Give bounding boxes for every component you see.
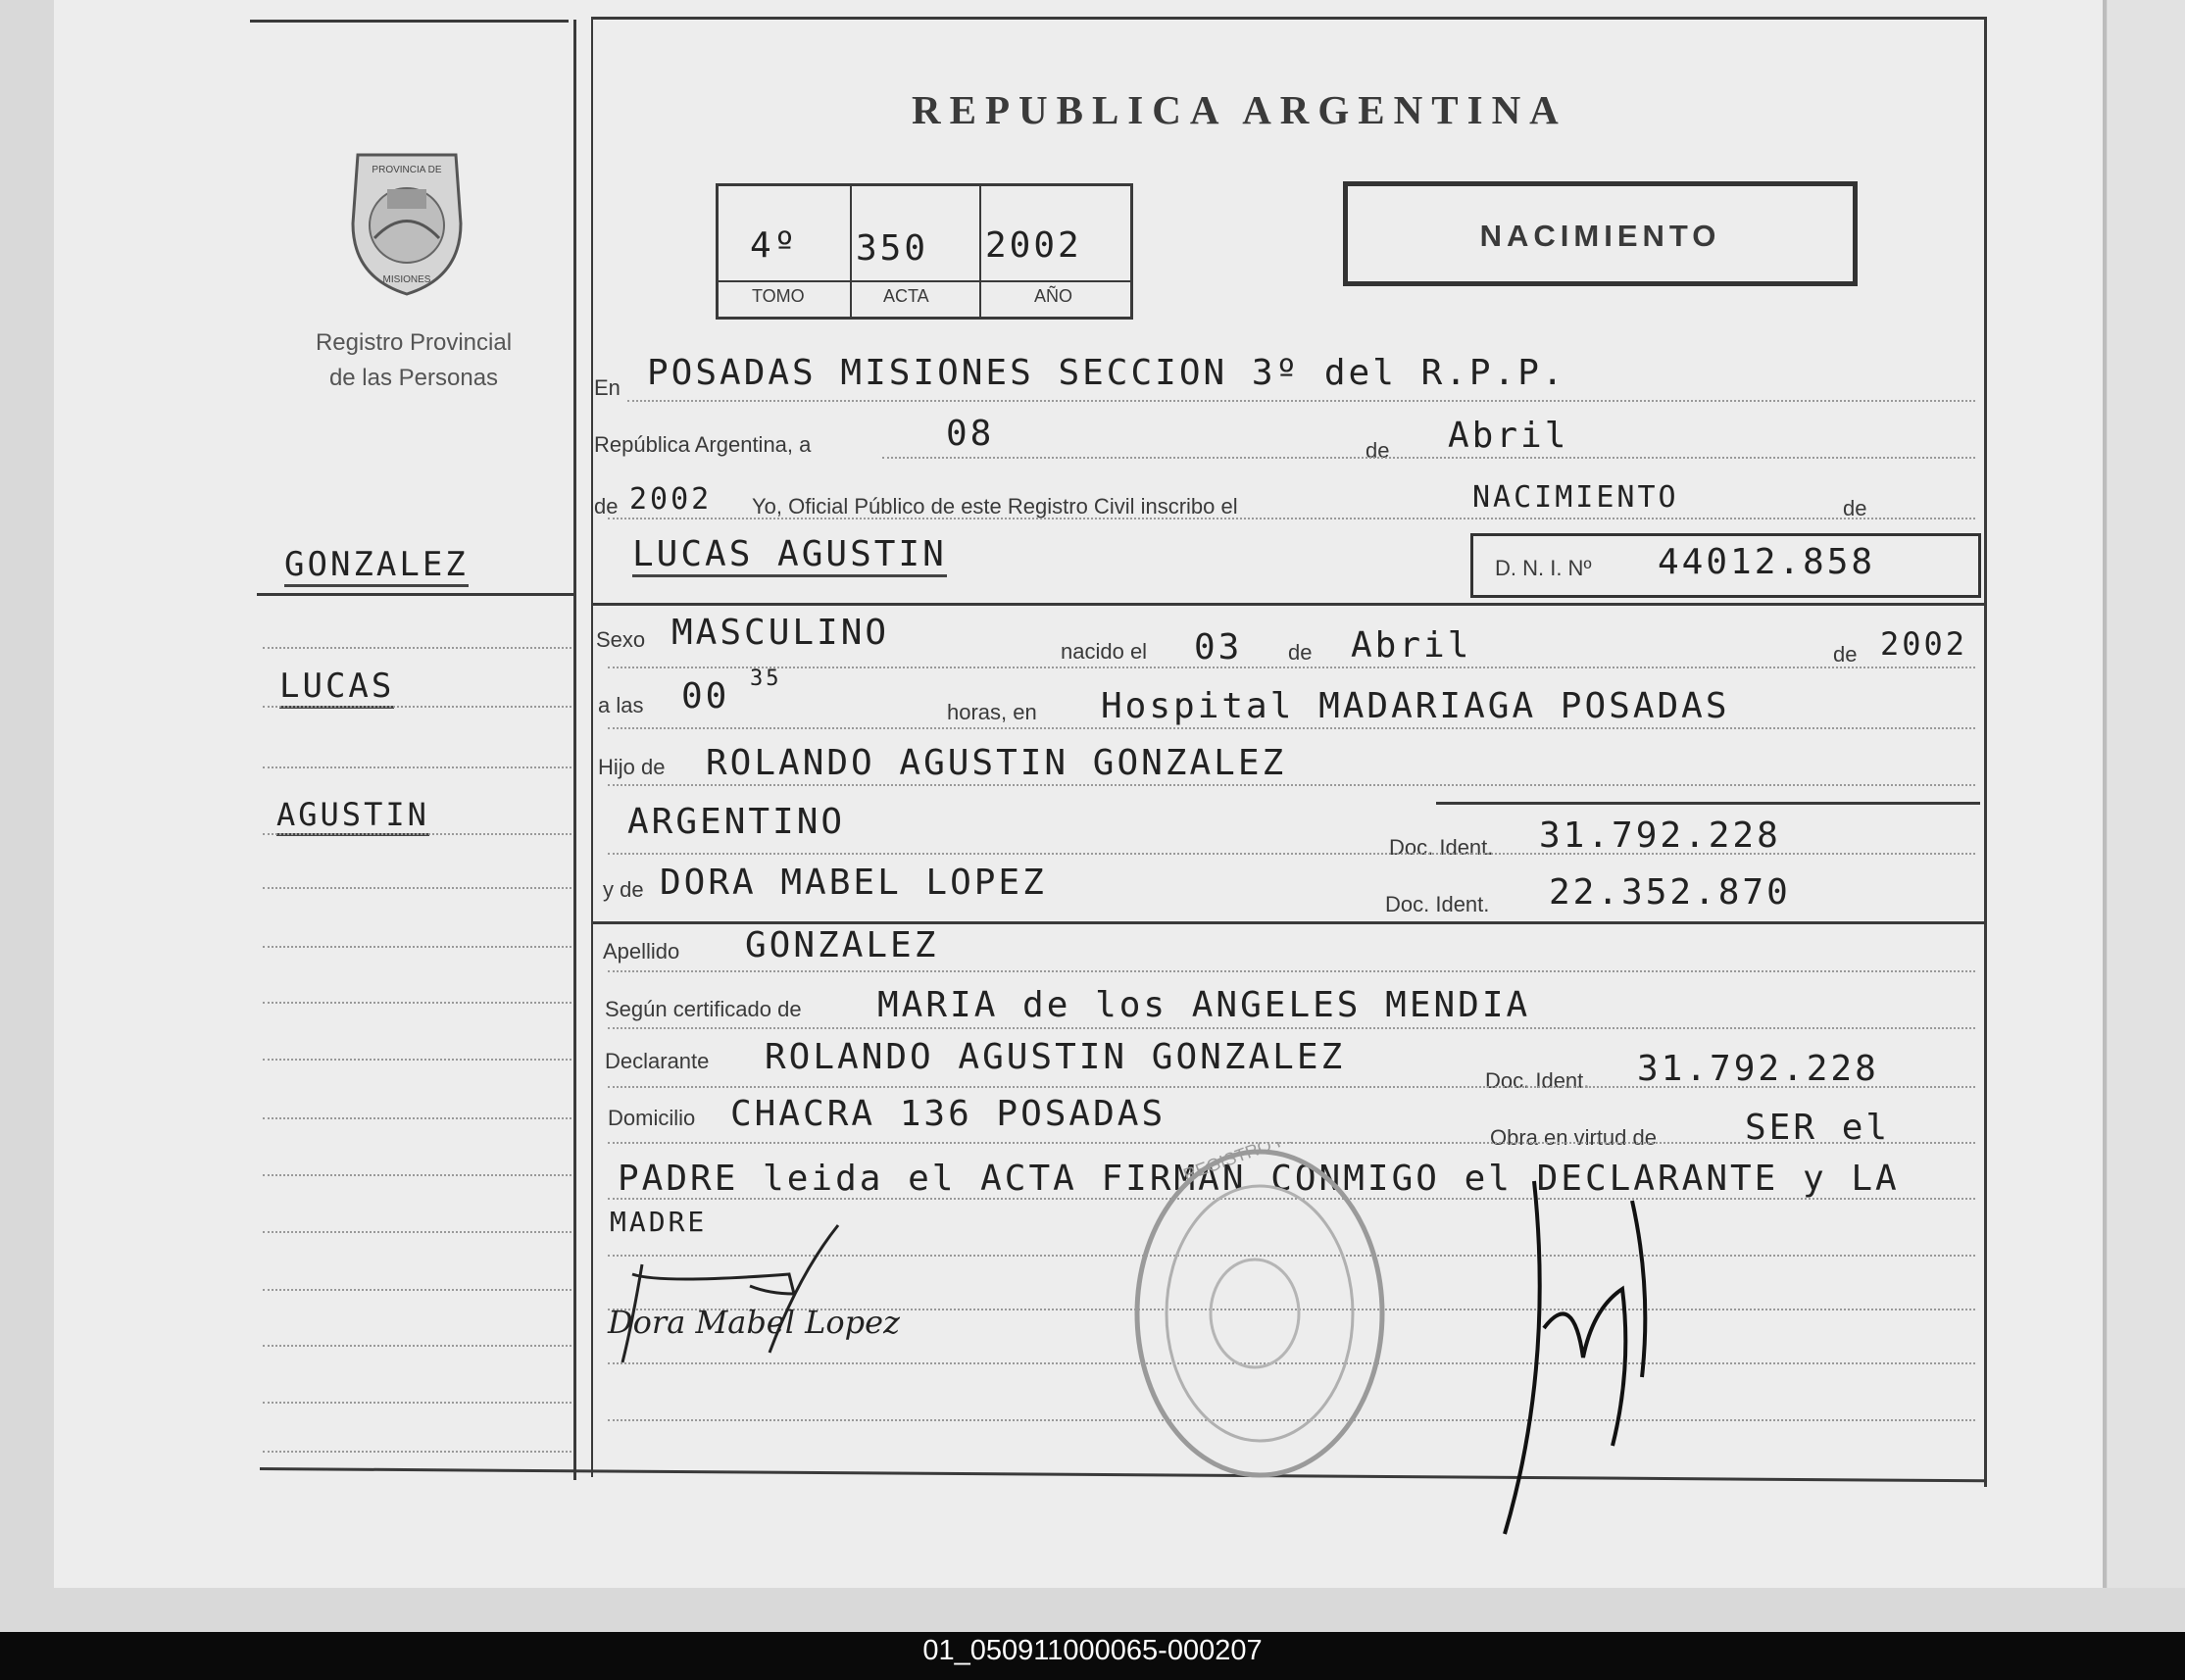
margin-given2: AGUSTIN (276, 796, 429, 836)
birth-month: Abril (1351, 625, 1472, 666)
registry-name-line2: de las Personas (328, 365, 499, 391)
record-type: NACIMIENTO (1479, 219, 1721, 253)
de4-label: de (1288, 640, 1313, 665)
ano-value: 2002 (985, 225, 1082, 266)
top-rule-right (593, 17, 1985, 20)
acta-label: ACTA (883, 286, 929, 306)
segun-value: MARIA de los ANGELES MENDIA (877, 985, 1531, 1025)
yo-label: Yo, Oficial Público de este Registro Civil inscribo el (752, 494, 1238, 519)
month-value: Abril (1448, 416, 1569, 456)
right-border (1984, 17, 1987, 1487)
en-value: POSADAS MISIONES SECCION 3º del R.P.P. (647, 353, 1566, 393)
child-name: LUCAS AGUSTIN (632, 534, 947, 577)
mother-value: DORA MABEL LOPEZ (660, 863, 1047, 903)
de3-label: de (1843, 496, 1867, 520)
registry-seal-icon (343, 145, 471, 297)
year-value: 2002 (629, 482, 713, 517)
dni-label: D. N. I. Nº (1495, 556, 1592, 580)
remarks-line1: PADRE leida el ACTA FIRMAN CONMIGO el DECLARANTE y LA (618, 1159, 1900, 1199)
margin-given1: LUCAS (279, 667, 394, 709)
domicilio-label: Domicilio (608, 1106, 696, 1130)
obra-value: SER el (1745, 1108, 1891, 1148)
top-rule-left (250, 20, 569, 23)
image-id: 01_050911000065-000207 (922, 1635, 1263, 1666)
right-page-edge (2108, 0, 2185, 1588)
obra-label: Obra en virtud de (1490, 1125, 1657, 1150)
place-value: Hospital MADARIAGA POSADAS (1101, 686, 1730, 726)
hour-sup: 35 (750, 667, 782, 691)
horas-label: horas, en (947, 700, 1037, 724)
domicilio-value: CHACRA 136 POSADAS (730, 1094, 1167, 1134)
de-label: de (1366, 438, 1390, 463)
svg-text:REGISTRO PROVINCIAL DE LAS PER (1181, 1142, 1392, 1185)
segun-label: Según certificado de (605, 997, 802, 1021)
remarks-line2: MADRE (610, 1206, 708, 1238)
de2-label: de (594, 494, 619, 519)
republica-label: República Argentina, a (594, 432, 812, 457)
column-divider (573, 20, 576, 1480)
registry-name-line1: Registro Provincial (315, 329, 513, 356)
tomo-value: 4º (750, 225, 799, 266)
nacido-label: nacido el (1061, 639, 1148, 664)
father-rule (1436, 802, 1980, 805)
father-value: ROLANDO AGUSTIN GONZALEZ (706, 743, 1287, 783)
alas-label: a las (598, 693, 644, 717)
section-rule-1 (593, 603, 1985, 606)
ano-label: AÑO (1034, 286, 1073, 306)
country-title: REPUBLICA ARGENTINA (912, 87, 1567, 132)
doc1-value: 31.792.228 (1539, 815, 1781, 856)
record-type-box (1343, 181, 1858, 286)
registry-stamp-icon (1127, 1142, 1392, 1485)
en-label: En (594, 375, 621, 400)
margin-surname: GONZALEZ (284, 545, 469, 587)
nationality-value: ARGENTINO (627, 802, 846, 842)
section-rule-2 (593, 921, 1985, 924)
yde-label: y de (603, 877, 644, 902)
hour-value: 00 (681, 676, 730, 716)
birth-day: 03 (1194, 627, 1243, 667)
doc2-value: 22.352.870 (1549, 872, 1791, 913)
declarante-value: ROLANDO AGUSTIN GONZALEZ (765, 1037, 1346, 1077)
doc3-value: 31.792.228 (1637, 1049, 1879, 1089)
dni-box (1470, 533, 1981, 598)
svg-text:PROVINCIA DE: PROVINCIA DE (372, 165, 442, 175)
act-value: NACIMIENTO (1472, 480, 1679, 515)
day-value: 08 (946, 414, 995, 454)
doc2-label: Doc. Ident. (1385, 892, 1490, 916)
apellido-label: Apellido (603, 939, 680, 964)
doc1-label: Doc. Ident. (1389, 835, 1494, 860)
margin-rule (257, 593, 573, 596)
apellido-value: GONZALEZ (745, 925, 939, 965)
birth-year: 2002 (1880, 625, 1968, 663)
acta-value: 350 (856, 228, 929, 269)
declarante-label: Declarante (605, 1049, 710, 1073)
svg-text:MISIONES: MISIONES (382, 274, 431, 285)
de5-label: de (1833, 642, 1858, 667)
hijo-label: Hijo de (598, 755, 666, 779)
dni-value: 44012.858 (1658, 542, 1876, 582)
sexo-value: MASCULINO (671, 613, 890, 653)
tomo-label: TOMO (752, 286, 805, 306)
doc3-label: Doc. Ident. (1485, 1068, 1590, 1093)
signature-officer (1485, 1171, 1681, 1544)
column-divider-inner (591, 17, 593, 1477)
tomo-acta-ano-box (716, 183, 1133, 320)
signature-mother: Dora Mabel Lopez (608, 1304, 900, 1341)
sexo-label: Sexo (596, 627, 646, 652)
